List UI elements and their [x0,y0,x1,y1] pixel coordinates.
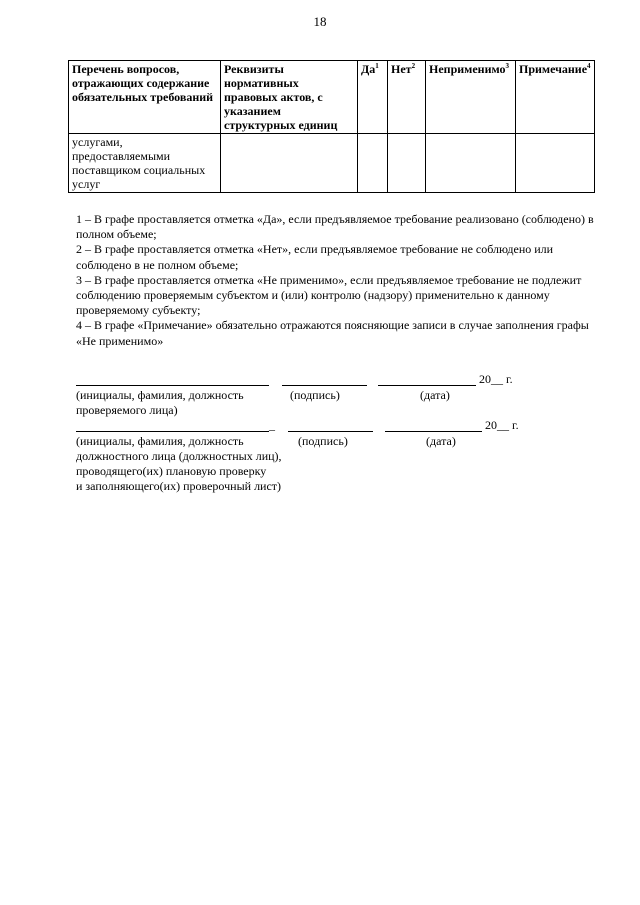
year-label: 20__ г. [479,372,513,386]
signature-block-inspector [76,418,596,498]
name-caption-extra-2: проводящего(их) плановую проверку [76,464,267,478]
date-caption: (дата) [426,434,456,448]
name-caption-extra-1: должностного лица (должностных лиц), [76,449,282,463]
footnote-ref-3: 3 [505,62,510,70]
name-line[interactable] [76,431,269,432]
checklist-table [68,60,595,193]
footnote-1: 1 – В графе проставляется отметка «Да», если предъявляемое требование реализовано (соблюдено) в полном объеме; [76,212,594,242]
header-yes: $Да^1$ [358,61,388,134]
header-note: Примечание$^4$ [516,61,595,134]
signature-caption: (подпись) [298,434,348,448]
name-caption: (инициалы, фамилия, должность [76,434,244,448]
cell-requisites [221,134,358,193]
cell-question: услугами, предоставляемыми поставщиком социальных услуг [69,134,221,193]
footnote-4: 4 – В графе «Примечание» обязательно отражаются поясняющие записи в случае заполнения графы «Не применимо» [76,318,589,348]
table-row [69,134,595,193]
signature-line[interactable] [288,431,373,432]
footnote-ref-4: 4 [587,62,591,70]
cell-no[interactable] [388,134,426,193]
year-label: 20__ г. [485,418,519,432]
footnote-2: 2 – В графе проставляется отметка «Нет», если предъявляемое требование не соблюдено или соблюдено в не полном объеме; [76,242,554,272]
date-line[interactable] [385,431,482,432]
date-line[interactable] [378,385,476,386]
name-line-end: _ [269,418,275,432]
table-header-row [69,61,595,134]
date-caption: (дата) [420,388,450,402]
footnote-ref-2: 2 [411,62,416,70]
header-questions: Перечень вопросов, отражающих содержание обязательных требований [69,61,221,134]
name-caption: (инициалы, фамилия, должность [76,388,244,402]
signature-caption: (подпись) [290,388,340,402]
name-caption-extra-3: и заполняющего(их) проверочный лист) [76,479,282,493]
header-no: Нет$^2$ [388,61,426,134]
signature-line[interactable] [282,385,367,386]
signature-block-inspected [76,372,596,422]
footnote-ref-1: 1 [375,62,379,70]
header-requisites: Реквизиты нормативных правовых актов, с указанием структурных единиц [221,61,358,134]
footnotes [76,212,596,349]
page-number: 18 [313,14,327,29]
name-line[interactable] [76,385,269,386]
name-caption-extra: проверяемого лица) [76,403,178,417]
footnote-3: 3 – В графе проставляется отметка «Не применимо», если предъявляемое требование не подлежит соблюдению проверяемым субъектом и (или) контролю (надзору) применительно к данному проверяемому субъекту; [76,272,582,318]
header-not-applicable: Неприменимо$^3$ [426,61,516,134]
cell-yes[interactable] [358,134,388,193]
cell-note[interactable] [516,134,595,193]
cell-not-applicable[interactable] [426,134,516,193]
